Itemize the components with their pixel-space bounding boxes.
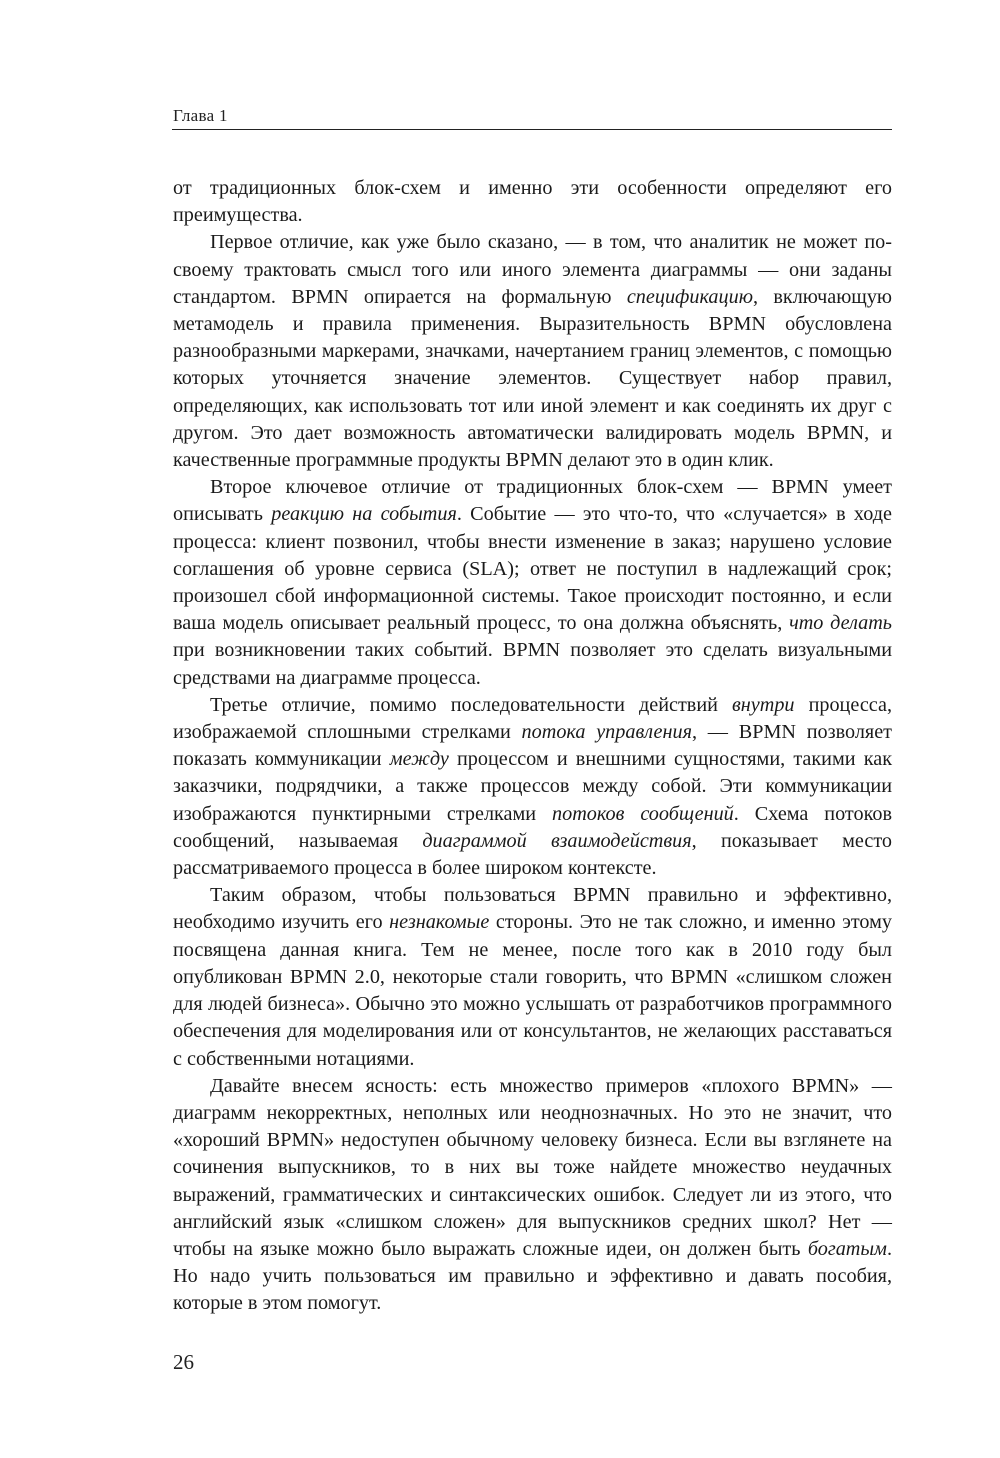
running-head: Глава 1	[173, 106, 228, 125]
text-run: , — BPMN позволяет показать коммуникации	[173, 721, 892, 771]
text-run: стороны. Это не так сложно, и именно этому посвящена данная книга. Тем не менее, после того как в 2010 году был опубликован BPMN 2.0, некоторые стали говорить, что BPMN «слишком сложен для людей бизнеса». Обычно это можно услышать от разработчиков программного обеспечения для моделирования или от консультантов, не желающих расставаться с собственными нотациями.	[173, 911, 892, 1070]
text-run: процессом и внешними сущностями, такими как заказчики, подрядчики, а также процессов между собой. Эти коммуникации изображаются пунктирными стрелками	[173, 748, 893, 825]
italic-term: потоков сообщений	[552, 802, 734, 825]
paragraph-5	[173, 882, 892, 1072]
italic-term: потока управления	[521, 721, 692, 744]
text-run: при возникновении таких событий. BPMN позволяет это сделать визуальными средствами на диаграмме процесса.	[173, 639, 892, 689]
italic-term: реакцию на события	[271, 503, 457, 526]
italic-term: спецификацию	[626, 285, 753, 308]
page-number: 26	[173, 1350, 194, 1374]
text-run: , показывает место рассматриваемого процесса в более широком контексте.	[173, 829, 892, 880]
text-run: Второе ключевое отличие от традиционных блок-схем — BPMN умеет описывать	[173, 476, 892, 526]
paragraph-3	[173, 474, 892, 692]
italic-term: между	[389, 748, 449, 771]
text-run: от традиционных блок-схем и именно эти особенности определяют его преимущества.	[173, 177, 892, 227]
text-run: . Схема потоков сообщений, называемая	[173, 802, 892, 852]
italic-term: внутри	[732, 693, 795, 716]
text-run: , включающую метамодель и правила применения. Выразительность BPMN обусловлена разнообразными маркерами, значками, начертанием границ элементов, с помощью которых уточняется значение элементов. Существует набор правил, определяющих, как использовать тот или иной элемент и как соединять их друг с другом. Это дает возможность автоматически валидировать модель BPMN, и качественные программные продукты BPMN делают это в один клик.	[173, 285, 893, 472]
italic-term: диаграммой взаимодействия	[422, 829, 692, 852]
italic-term: что делать	[789, 612, 892, 635]
body-text	[173, 175, 892, 1318]
text-run: . Но надо учить пользоваться им правильно и эффективно и давать пособия, которые в этом помогут.	[173, 1237, 892, 1315]
text-run: Третье отличие, помимо последовательности действий	[210, 693, 732, 716]
text-run: Первое отличие, как уже было сказано, — в том, что аналитик не может по-своему трактовать смысл того или иного элемента диаграммы — они заданы стандартом. BPMN опирается на формальную	[173, 231, 892, 308]
text-run: . Событие — это что-то, что «случается» в ходе процесса: клиент позвонил, чтобы внести изменение в заказ; нарушено условие соглашения об уровне сервиса (SLA); ответ не поступил в надлежащий срок; произошел сбой информационной системы. Такое происходит постоянно, и если ваша модель описывает реальный процесс, то она должна объяснять,	[173, 503, 892, 635]
paragraph-1	[173, 175, 892, 229]
paragraph-6	[173, 1073, 892, 1318]
italic-term: незнакомые	[389, 911, 490, 934]
italic-term: богатым	[807, 1237, 887, 1260]
header-rule	[172, 129, 892, 130]
paragraph-2	[173, 229, 892, 474]
text-run: Давайте внесем ясность: есть множество примеров «плохого BPMN» — диаграмм некорректных, неполных или неоднозначных. Но это не значит, что «хороший BPMN» недоступен обычному человеку бизнеса. Если вы взглянете на сочинения выпускников, то в них вы тоже найдете множество неудачных выражений, грамматических и синтаксических ошибок. Следует ли из этого, что английский язык «слишком сложен» для выпускников средних школ? Нет — чтобы на языке можно было выражать сложные идеи, он должен быть	[173, 1074, 892, 1260]
paragraph-4	[173, 692, 892, 882]
text-run: процесса, изображаемой сплошными стрелками	[173, 693, 892, 744]
text-run: Таким образом, чтобы пользоваться BPMN правильно и эффективно, необходимо изучить его	[173, 884, 892, 934]
